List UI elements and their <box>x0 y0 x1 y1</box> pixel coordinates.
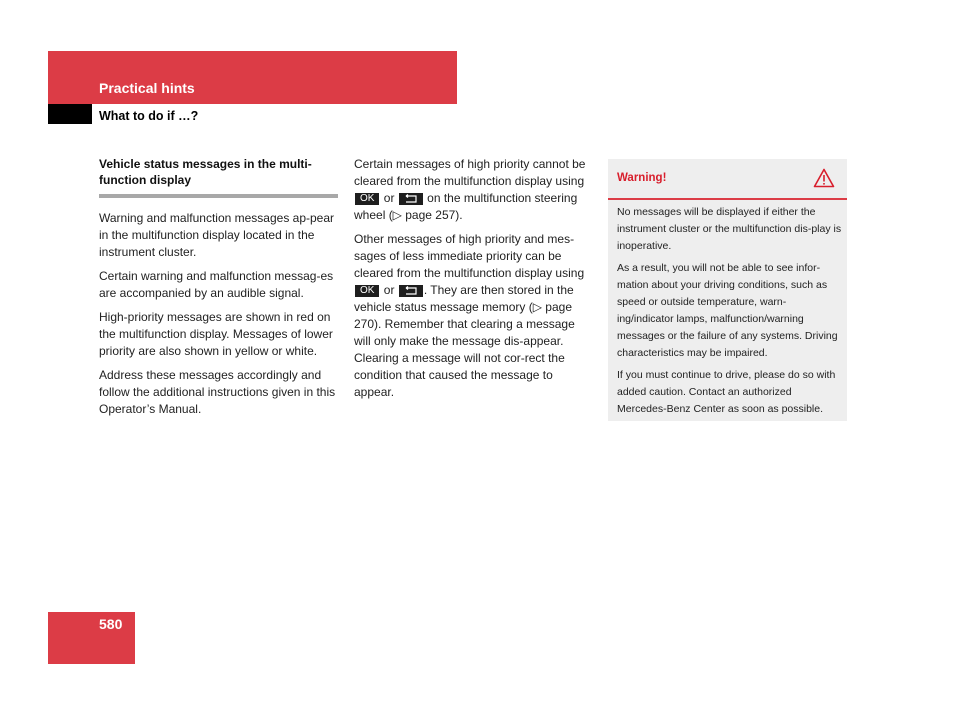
back-key-icon <box>399 193 423 205</box>
column-middle <box>354 156 594 408</box>
warning-triangle-icon <box>813 168 835 188</box>
paragraph: Certain warning and malfunction messag-es are accompanied by an audible signal. <box>99 269 334 300</box>
text: Other messages of high priority and mes-sages of less immediate priority can be cleared from the multifunction display using <box>354 232 585 280</box>
warning-box <box>608 159 847 421</box>
warning-paragraph: As a result, you will not be able to see infor-mation about your driving conditions, such as speed or outside temperature, warn-ing/indicator lamps, malfunction/warning messages or the failure of any systems. Driving characteristics may be impaired. <box>617 262 838 359</box>
warning-paragraph: If you must continue to drive, please do so with added caution. Contact an authorized Mercedes-Benz Center as soon as possible. <box>617 369 836 415</box>
paragraph: Warning and malfunction messages ap-pear in the multifunction display located in the instrument cluster. <box>99 211 335 259</box>
warning-title: Warning! <box>617 172 667 184</box>
section-title: Practical hints <box>99 80 195 96</box>
warning-paragraph: No messages will be displayed if either the instrument cluster or the multifunction dis-play is inoperative. <box>617 206 842 252</box>
page-number: 580 <box>99 616 123 632</box>
heading-rule <box>99 194 338 198</box>
ok-key-icon: OK <box>355 285 379 297</box>
topic-heading: Vehicle status messages in the multi-function display <box>99 157 312 187</box>
text: Certain messages of high priority cannot be cleared from the multifunction display using <box>354 157 586 188</box>
paragraph <box>354 156 594 224</box>
subsection-marker <box>48 104 92 124</box>
text: or <box>383 191 395 205</box>
warning-header <box>608 159 847 200</box>
warning-body <box>617 204 842 423</box>
ok-key-icon: OK <box>355 193 379 205</box>
text: . They are then stored in the vehicle status message memory (▷ page 270). Remember that clearing a message will only make the message dis-appear. Clearing a message will not cor-rect the condition that caused the message to appear. <box>354 283 575 399</box>
section-header-bar <box>48 51 457 104</box>
paragraph: High-priority messages are shown in red on the multifunction display. Messages of lower priority are also shown in yellow or white. <box>99 310 333 358</box>
text: or <box>383 283 395 297</box>
text: on the multifunction steering wheel (▷ page 257). <box>354 191 578 222</box>
column-left <box>99 156 339 425</box>
paragraph <box>354 231 594 401</box>
back-key-icon <box>399 285 423 297</box>
subsection-title: What to do if …? <box>99 109 199 123</box>
paragraph: Address these messages accordingly and follow the additional instructions given in this Operator’s Manual. <box>99 368 336 416</box>
